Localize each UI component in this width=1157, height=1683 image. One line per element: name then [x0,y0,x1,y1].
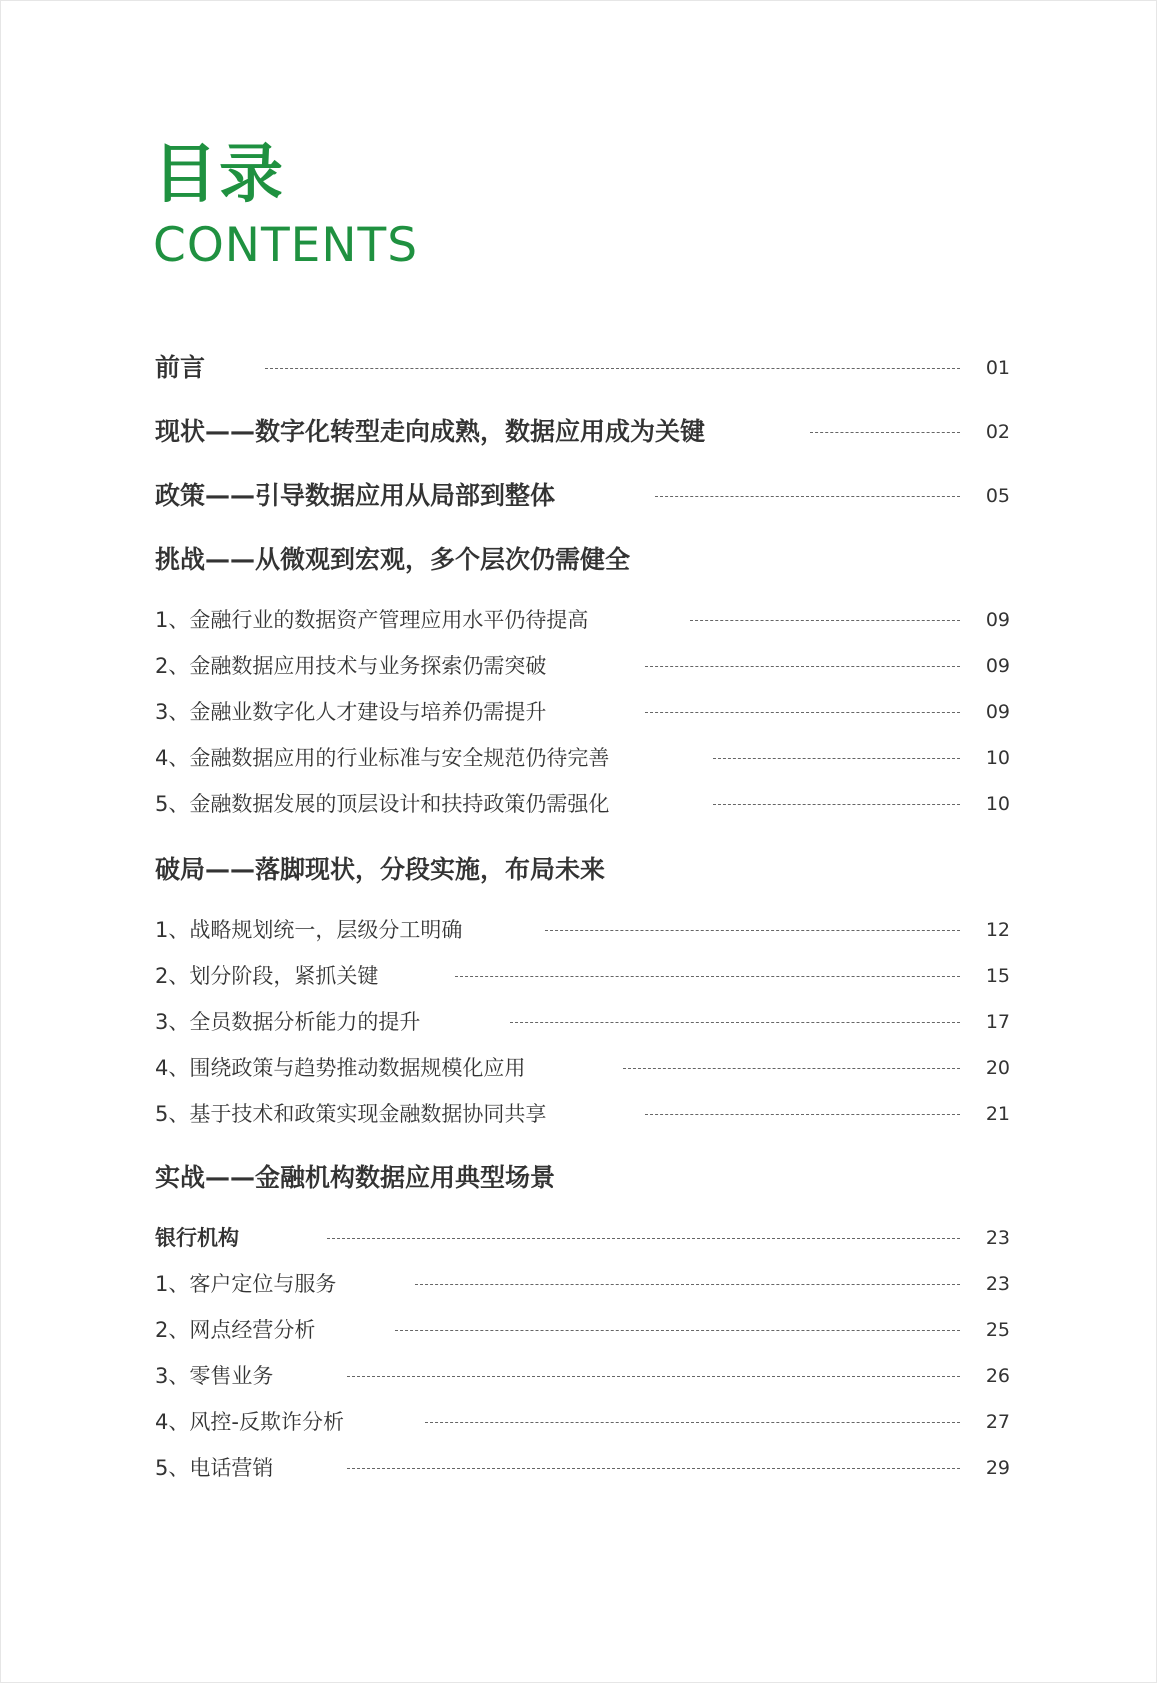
toc-entry-policy[interactable] [155,478,1010,514]
toc-page-number: 10 [985,747,1010,769]
toc-section-challenges[interactable] [155,542,1010,578]
toc-subentry[interactable] [155,602,1010,638]
toc-section-breakthrough[interactable] [155,852,1010,888]
toc-page-number: 09 [985,655,1010,677]
toc-subentry[interactable] [155,786,1010,822]
dotted-leader [645,712,960,713]
toc-subentry[interactable] [155,912,1010,948]
toc-page-number: 21 [985,1103,1010,1125]
dotted-leader [327,1238,960,1239]
dotted-leader [713,758,960,759]
toc-entry-label: 2、网点经营分析 [155,1318,316,1342]
toc-entry-label: 政策——引导数据应用从局部到整体 [155,481,556,510]
toc-entry-label: 1、金融行业的数据资产管理应用水平仍待提高 [155,608,589,632]
toc-subentry[interactable] [155,1266,1010,1302]
toc-page-number: 26 [985,1365,1010,1387]
dotted-leader [347,1468,960,1469]
toc-page-number: 23 [985,1227,1010,1249]
toc-entry-label: 4、风控-反欺诈分析 [155,1410,344,1434]
toc-entry-label: 1、战略规划统一，层级分工明确 [155,918,463,942]
dotted-leader [623,1068,960,1069]
toc-page-number: 02 [985,421,1010,443]
toc-entry-label: 5、金融数据发展的顶层设计和扶持政策仍需强化 [155,792,610,816]
toc-subentry[interactable] [155,958,1010,994]
toc-entry-label: 3、金融业数字化人才建设与培养仍需提升 [155,700,547,724]
toc-subentry[interactable] [155,1004,1010,1040]
toc-page-number: 20 [985,1057,1010,1079]
toc-page-number: 09 [985,701,1010,723]
dotted-leader [347,1376,960,1377]
toc-entry-label: 5、电话营销 [155,1456,274,1480]
toc-page-number: 15 [985,965,1010,987]
page-subtitle: CONTENTS [153,218,419,273]
dotted-leader [545,930,960,931]
toc-section-label: 挑战——从微观到宏观，多个层次仍需健全 [155,545,631,574]
toc-entry-label: 现状——数字化转型走向成熟，数据应用成为关键 [155,417,706,446]
toc-subentry[interactable] [155,648,1010,684]
toc-entry-label: 2、金融数据应用技术与业务探索仍需突破 [155,654,547,678]
toc-page-number: 27 [985,1411,1010,1433]
page-title: 目录 [153,138,285,212]
toc-entry-preface[interactable] [155,350,1010,386]
toc-entry-label: 2、划分阶段，紧抓关键 [155,964,379,988]
toc-subentry[interactable] [155,1312,1010,1348]
toc-entry-label: 5、基于技术和政策实现金融数据协同共享 [155,1102,547,1126]
toc-subentry[interactable] [155,694,1010,730]
toc-page-number: 05 [985,485,1010,507]
toc-entry-label: 3、零售业务 [155,1364,274,1388]
toc-entry-label: 3、全员数据分析能力的提升 [155,1010,421,1034]
toc-entry-label: 前言 [155,353,206,382]
toc-subentry[interactable] [155,1050,1010,1086]
toc-page-number: 25 [985,1319,1010,1341]
toc-page-number: 01 [985,357,1010,379]
dotted-leader [455,976,960,977]
dotted-leader [510,1022,960,1023]
toc-section-label: 破局——落脚现状，分段实施，布局未来 [155,855,606,884]
toc-page-number: 29 [985,1457,1010,1479]
toc-subentry[interactable] [155,1404,1010,1440]
toc-section-label: 实战——金融机构数据应用典型场景 [155,1163,556,1192]
toc-entry-status[interactable] [155,414,1010,450]
toc-subentry[interactable] [155,1450,1010,1486]
dotted-leader [425,1422,960,1423]
dotted-leader [645,666,960,667]
toc-page-number: 17 [985,1011,1010,1033]
toc-page-number: 10 [985,793,1010,815]
dotted-leader [415,1284,960,1285]
dotted-leader [810,432,960,433]
dotted-leader [690,620,960,621]
toc-entry-label: 1、客户定位与服务 [155,1272,337,1296]
toc-entry-label: 银行机构 [155,1226,239,1250]
toc-subentry[interactable] [155,1358,1010,1394]
toc-section-practice[interactable] [155,1160,1010,1196]
dotted-leader [265,368,960,369]
dotted-leader [645,1114,960,1115]
dotted-leader [395,1330,960,1331]
toc-page-number: 09 [985,609,1010,631]
toc-subentry[interactable] [155,1096,1010,1132]
toc-page-number: 23 [985,1273,1010,1295]
toc-subgroup-banks[interactable] [155,1220,1010,1256]
toc-subentry[interactable] [155,740,1010,776]
toc-entry-label: 4、金融数据应用的行业标准与安全规范仍待完善 [155,746,610,770]
toc-page-number: 12 [985,919,1010,941]
dotted-leader [713,804,960,805]
dotted-leader [655,496,960,497]
toc-entry-label: 4、围绕政策与趋势推动数据规模化应用 [155,1056,526,1080]
